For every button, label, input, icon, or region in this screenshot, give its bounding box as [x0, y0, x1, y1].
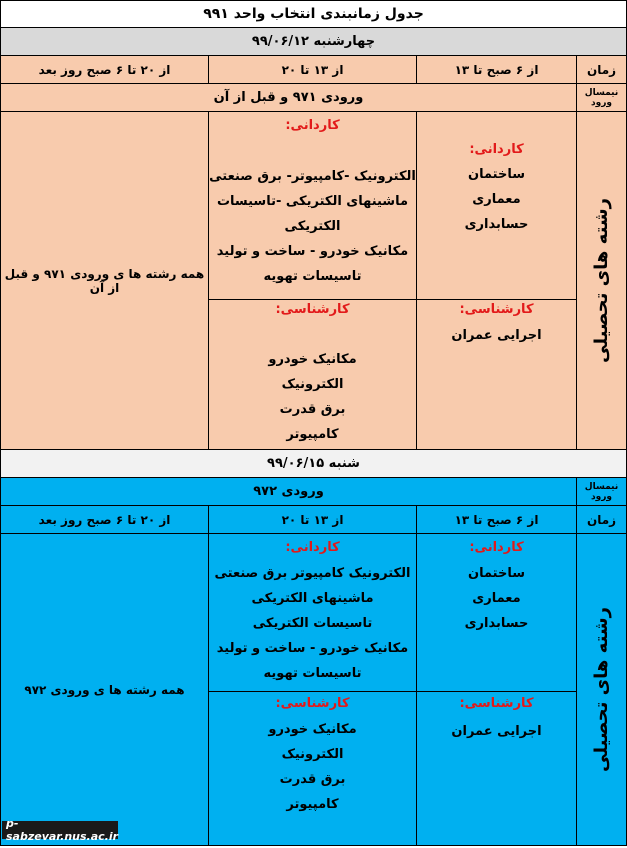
section2-slot2-kardani-label: کاردانی:	[285, 540, 340, 555]
list-item: برق قدرت	[279, 772, 346, 787]
section2-slot3-value: همه رشته ها ی ورودی ۹۷۲	[0, 534, 209, 846]
section2-slot1-karshenasi-label: کارشناسی:	[459, 696, 534, 711]
list-item: مکانیک خودرو - ساخت و تولید	[216, 641, 409, 656]
page-title: جدول زمانبندی انتخاب واحد ۹۹۱	[0, 0, 627, 28]
list-item: الکتریکی	[284, 219, 341, 234]
section2-fields-label-cell	[577, 534, 627, 846]
list-item: الکترونیک -کامپیوتر- برق صنعتی	[209, 169, 416, 184]
section1-slot2-kardani	[209, 112, 417, 300]
list-item: ساختمان	[467, 167, 526, 182]
section1-slot2-karshenasi	[209, 300, 417, 450]
section2-slot2-kardani	[209, 534, 417, 692]
section2-slot1-kardani-label: کاردانی:	[469, 540, 524, 555]
list-item: ماشینهای الکتریکی	[251, 591, 374, 606]
section1-slot1-header: از ۶ صبح تا ۱۳	[417, 56, 577, 84]
section1-fields-label: رشته های تحصیلی	[591, 198, 612, 363]
section2-slot1-karshenasi	[417, 692, 577, 846]
section2-date: شنبه ۹۹/۰۶/۱۵	[0, 450, 627, 478]
section1-slot3-value: همه رشته ها ی ورودی ۹۷۱ و قبل از آن	[0, 112, 209, 450]
section2-slot1-kardani	[417, 534, 577, 692]
section1-slot1-kardani-label: کاردانی:	[469, 142, 524, 157]
list-item: تاسیسات تهویه	[263, 269, 362, 284]
section2-fields-label: رشته های تحصیلی	[591, 607, 612, 772]
list-item: اجرایی عمران	[451, 724, 542, 739]
section2-entry-label: نیمسال ورود	[577, 478, 627, 506]
section1-slot1-kardani	[417, 112, 577, 300]
list-item: حسابداری	[464, 217, 529, 232]
list-item: مکانیک خودرو - ساخت و تولید	[216, 244, 409, 259]
section1-time-label: زمان	[577, 56, 627, 84]
list-item: مکانیک خودرو	[268, 352, 357, 367]
list-item: کامپیوتر	[286, 427, 339, 442]
list-item: الکترونیک	[281, 747, 344, 762]
section1-slot3-header: از ۲۰ تا ۶ صبح روز بعد	[0, 56, 209, 84]
section1-entry-label: نیمسال ورود	[577, 84, 627, 112]
list-item: معماری	[472, 591, 521, 606]
list-item: اجرایی عمران	[451, 328, 542, 343]
list-item: تاسیسات تهویه	[263, 666, 362, 681]
section2-slot2-karshenasi-label: کارشناسی:	[275, 696, 350, 711]
site-watermark: p-sabzevar.nus.ac.ir	[2, 821, 118, 839]
list-item: ماشینهای الکتریکی -تاسیسات	[216, 194, 409, 209]
section1-slot1-karshenasi	[417, 300, 577, 450]
section2-time-label: زمان	[577, 506, 627, 534]
list-item: الکترونیک کامپیوتر برق صنعتی	[214, 566, 411, 581]
section1-slot1-karshenasi-label: کارشناسی:	[459, 302, 534, 317]
list-item: برق قدرت	[279, 402, 346, 417]
section1-date: چهارشنبه ۹۹/۰۶/۱۲	[0, 28, 627, 56]
section2-entry-value: ورودی ۹۷۲	[0, 478, 577, 506]
section1-entry-value: ورودی ۹۷۱ و قبل از آن	[0, 84, 577, 112]
section1-slot2-header: از ۱۳ تا ۲۰	[209, 56, 417, 84]
list-item: معماری	[472, 192, 521, 207]
section2-slot1-header: از ۶ صبح تا ۱۳	[417, 506, 577, 534]
section2-slot2-header: از ۱۳ تا ۲۰	[209, 506, 417, 534]
list-item: کامپیوتر	[286, 797, 339, 812]
list-item: حسابداری	[464, 616, 529, 631]
section1-fields-label-cell	[577, 112, 627, 450]
section1-slot2-karshenasi-label: کارشناسی:	[275, 302, 350, 317]
list-item: تاسیسات الکتریکی	[252, 616, 373, 631]
list-item: ساختمان	[467, 566, 526, 581]
section1-slot2-kardani-label: کاردانی:	[285, 118, 340, 133]
list-item: الکترونیک	[281, 377, 344, 392]
list-item: مکانیک خودرو	[268, 722, 357, 737]
section2-slot3-header: از ۲۰ تا ۶ صبح روز بعد	[0, 506, 209, 534]
section2-slot2-karshenasi	[209, 692, 417, 846]
